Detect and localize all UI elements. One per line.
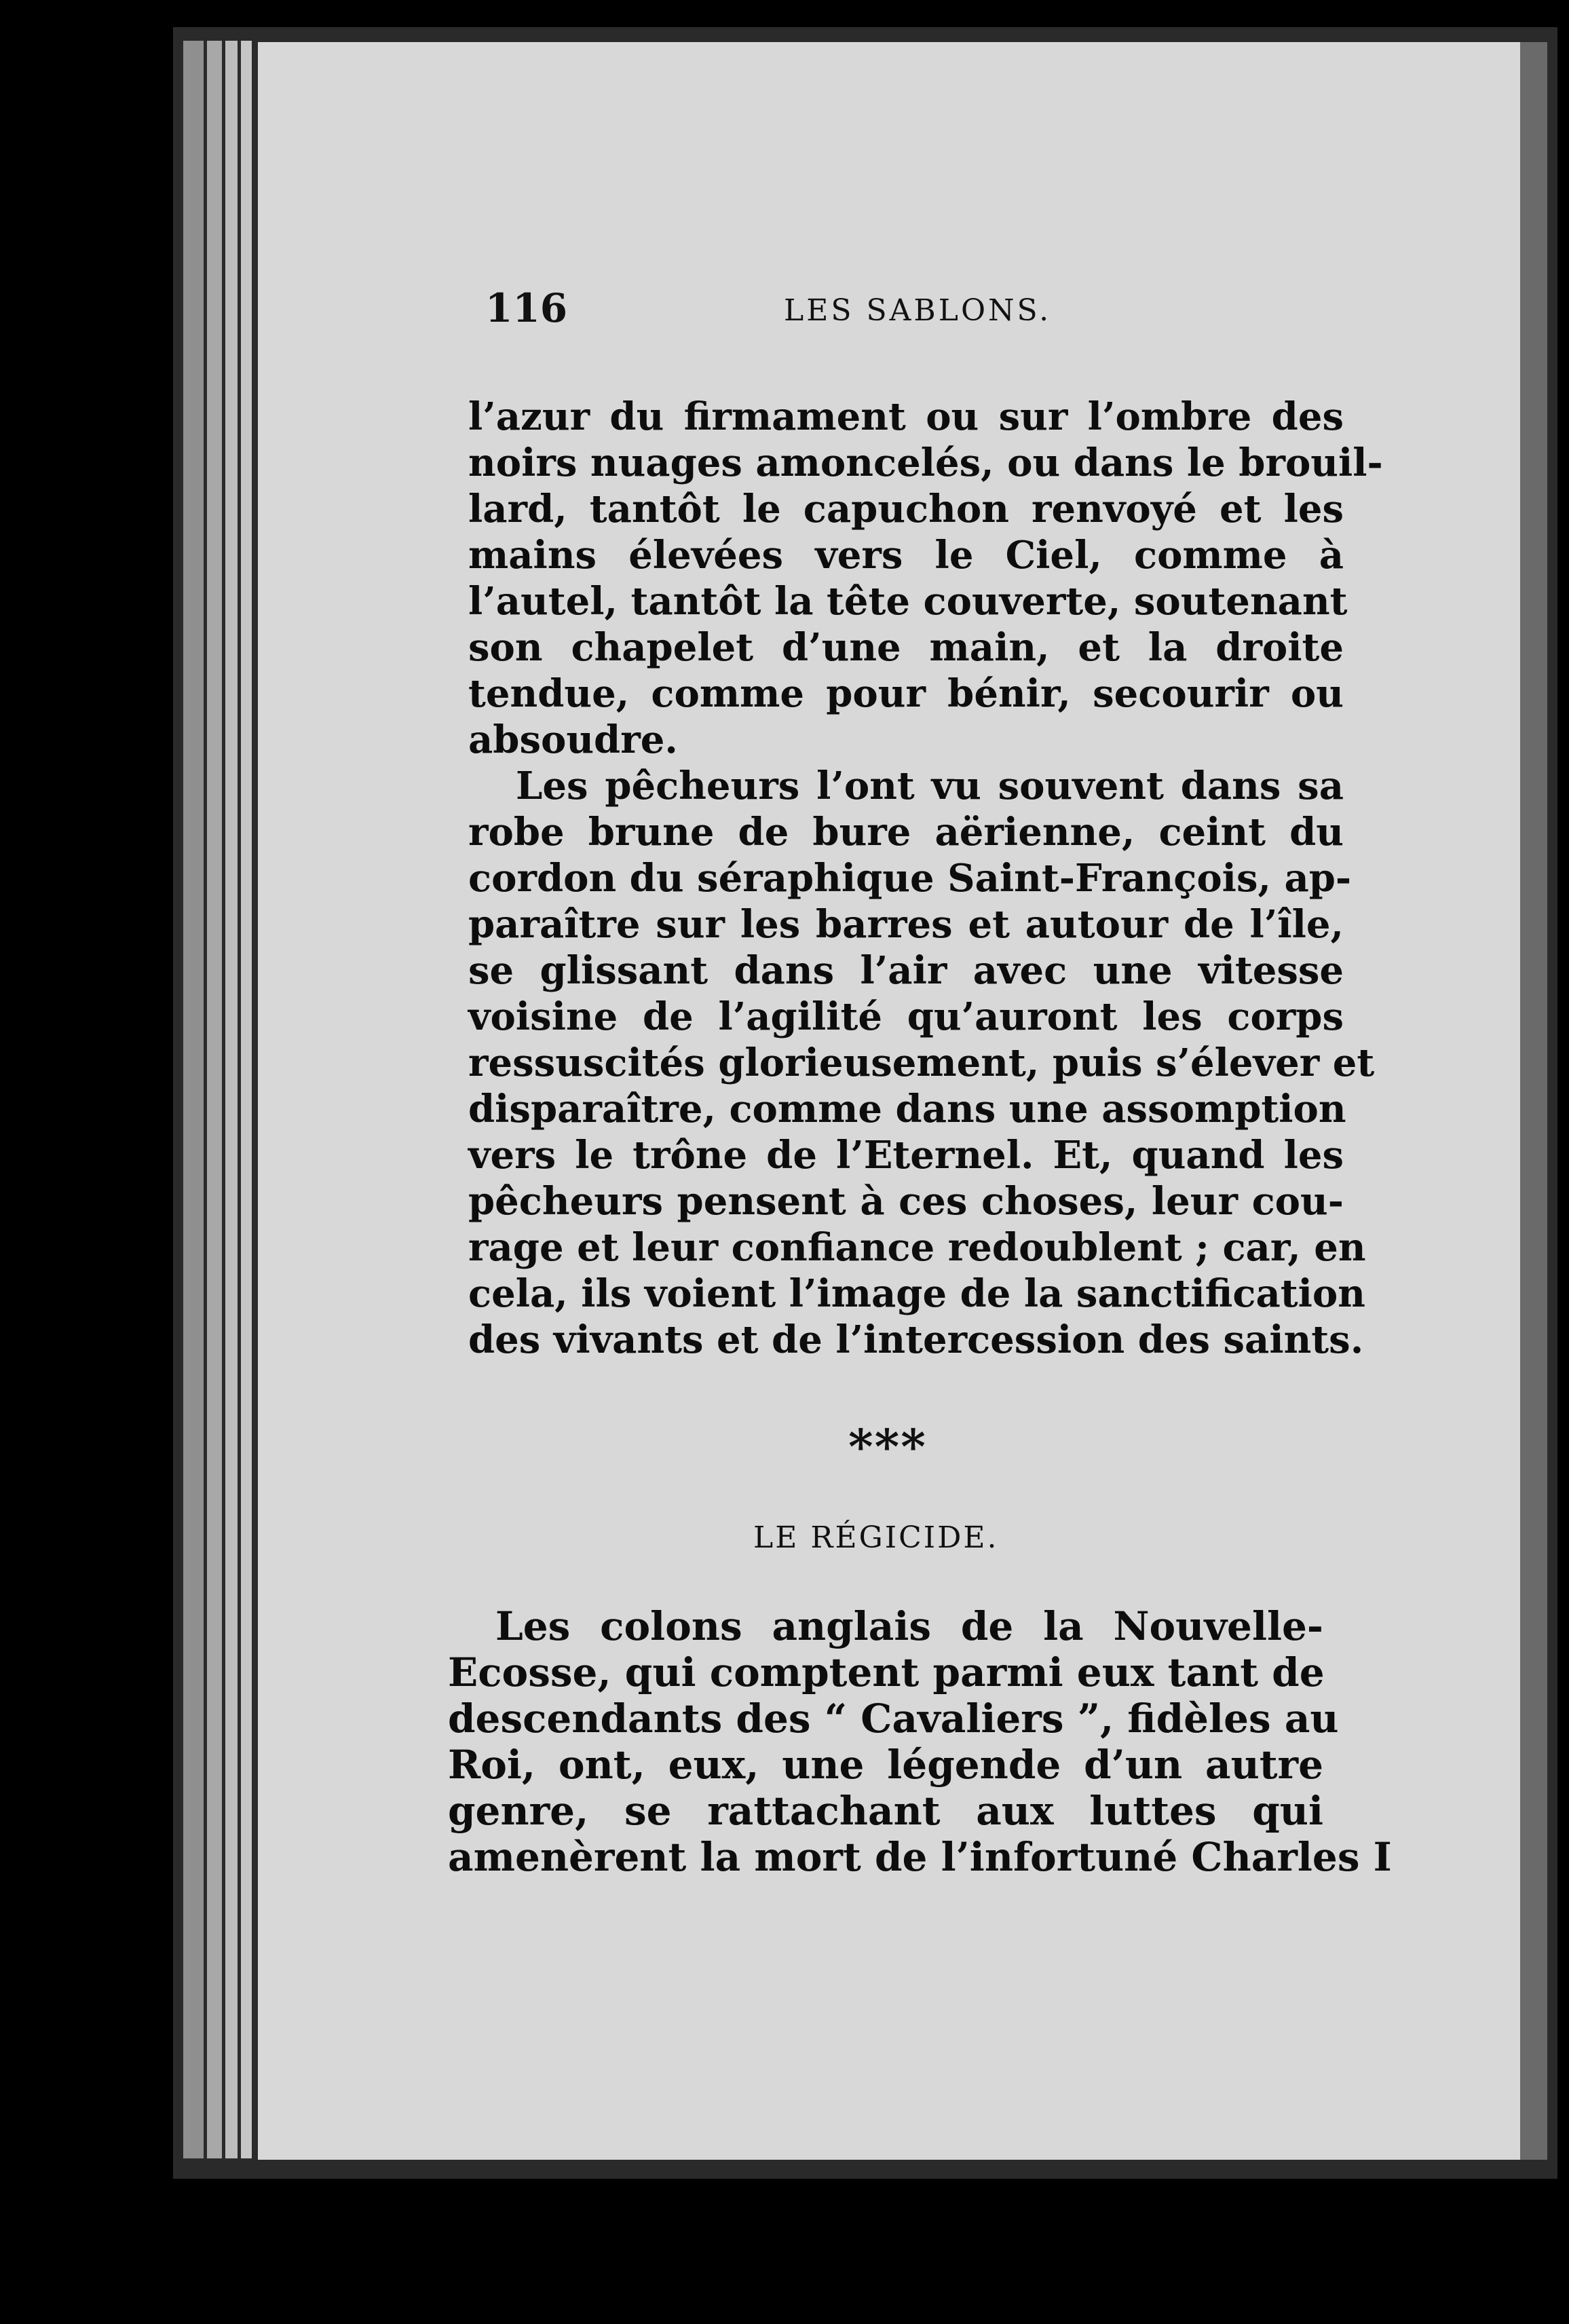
- text-line: amenèrent la mort de l’infortuné Charles I: [448, 1834, 1392, 1880]
- text-line: Ecosse, qui comptent parmi eux tant de: [448, 1649, 1325, 1695]
- section-ornament: ***: [848, 1419, 927, 1475]
- text-line: se glissant dans l’air avec une vitesse: [468, 948, 1344, 993]
- page-edge: [207, 41, 222, 2158]
- running-title: LES SABLONS.: [784, 293, 1052, 328]
- text-line: son chapelet d’une main, et la droite: [468, 625, 1344, 670]
- text-line: ressuscités glorieusement, puis s’élever et: [468, 1041, 1375, 1085]
- text-line: noirs nuages amoncelés, ou dans le brouil-: [468, 441, 1383, 485]
- text-line: paraître sur les barres et autour de l’île,: [468, 902, 1344, 947]
- text-line: absoudre.: [468, 717, 678, 762]
- text-line: l’autel, tantôt la tête couverte, soutenant: [468, 579, 1348, 624]
- body-text: [448, 1603, 1392, 1880]
- page-edge: [241, 41, 252, 2158]
- text-line: cordon du séraphique Saint-François, ap-: [468, 856, 1352, 901]
- text-line: l’azur du firmament ou sur l’ombre des: [468, 394, 1344, 439]
- text-line: robe brune de bure aërienne, ceint du: [468, 810, 1344, 855]
- section-title: LE RÉGICIDE.: [753, 1520, 999, 1555]
- text-line: des vivants et de l’intercession des saints.: [468, 1317, 1364, 1362]
- text-line: mains élevées vers le Ciel, comme à: [468, 533, 1344, 578]
- text-line: lard, tantôt le capuchon renvoyé et les: [468, 487, 1344, 531]
- page-edge: [225, 41, 238, 2158]
- text-line: descendants des “ Cavaliers ”, fidèles au: [448, 1695, 1339, 1742]
- page-edge: [183, 41, 204, 2158]
- body-text: [468, 394, 1383, 1363]
- text-line: Les colons anglais de la Nouvelle-: [495, 1603, 1323, 1649]
- text-line: genre, se rattachant aux luttes qui: [448, 1788, 1323, 1834]
- text-line: cela, ils voient l’image de la sanctification: [468, 1271, 1365, 1316]
- text-line: tendue, comme pour bénir, secourir ou: [468, 671, 1344, 716]
- text-line: pêcheurs pensent à ces choses, leur cou-: [468, 1179, 1344, 1224]
- text-line: disparaître, comme dans une assomption: [468, 1087, 1346, 1131]
- text-line: Les pêcheurs l’ont vu souvent dans sa: [516, 764, 1344, 808]
- text-line: voisine de l’agilité qu’auront les corps: [468, 994, 1344, 1039]
- text-line: rage et leur confiance redoublent ; car, en: [468, 1225, 1366, 1270]
- text-line: vers le trône de l’Eternel. Et, quand les: [468, 1133, 1344, 1178]
- page-gutter-shadow: [1520, 42, 1547, 2160]
- page-number: 116: [485, 285, 568, 331]
- text-line: Roi, ont, eux, une légende d’un autre: [448, 1742, 1323, 1788]
